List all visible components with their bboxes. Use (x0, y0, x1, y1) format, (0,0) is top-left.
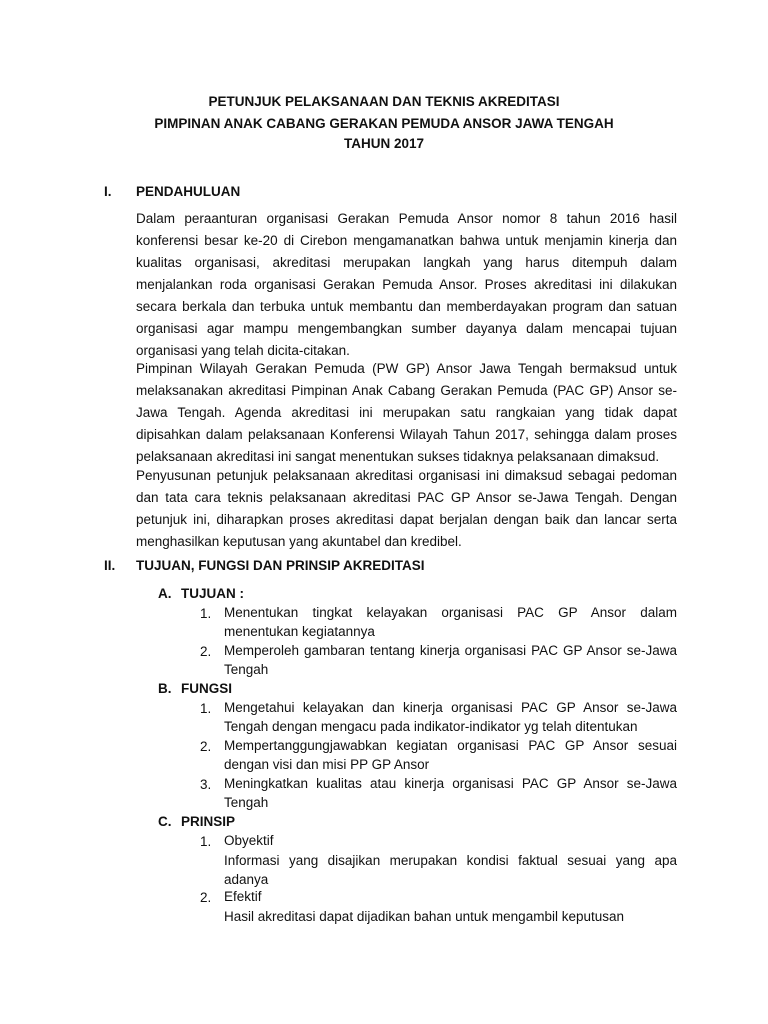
fungsi-item-3-text: Meningkatkan kualitas atau kinerja organisasi PAC GP Ansor se-Jawa Tengah (224, 776, 677, 810)
prinsip-item-2-name: Efektif (224, 889, 262, 904)
prinsip-item-2-number: 2. (200, 890, 212, 905)
doc-title-line-1: PETUNJUK PELAKSANAAN DAN TEKNIS AKREDITASI (208, 94, 560, 109)
tujuan-item-1-number: 1. (200, 606, 212, 621)
doc-title-line-3: TAHUN 2017 (343, 136, 425, 151)
prinsip-item-1-number: 1. (200, 834, 212, 849)
tujuan-item-1-text: Menentukan tingkat kelayakan organisasi PAC GP Ansor dalam menentukan kegiatannya (224, 605, 677, 639)
subsection-c-label: C. (158, 814, 172, 829)
prinsip-item-1-text: Informasi yang disajikan merupakan kondisi faktual sesuai yang apa adanya (224, 853, 677, 887)
fungsi-item-3-number: 3. (200, 777, 212, 792)
tujuan-item-2-number: 2. (200, 644, 212, 659)
subsection-a-title: TUJUAN : (181, 586, 244, 601)
section-1-number: I. (104, 184, 112, 199)
doc-title-line-2: PIMPINAN ANAK CABANG GERAKAN PEMUDA ANSOR JAWA TENGAH (154, 116, 614, 131)
section-1-paragraph-2: Pimpinan Wilayah Gerakan Pemuda (PW GP) Ansor Jawa Tengah bermaksud untuk melaksanakan akreditasi Pimpinan Anak Cabang Gerakan Pemuda (PAC GP) Ansor se-Jawa Tengah. Agenda akreditasi ini merupakan satu rangkaian yang tidak dapat dipisahkan dalam pelaksanaan Konferensi Wilayah Tahun 2017, sehingga dalam proses pelaksanaan akreditasi ini sangat menentukan sukses tidaknya pelaksanaan dimaksud. (136, 361, 677, 464)
section-1-title: PENDAHULUAN (136, 184, 241, 199)
section-2-number: II. (104, 558, 116, 573)
section-1-paragraph-1: Dalam peraanturan organisasi Gerakan Pemuda Ansor nomor 8 tahun 2016 hasil konferensi besar ke-20 di Cirebon mengamanatkan bahwa untuk menjamin kinerja dan kualitas organisasi, akreditasi merupakan langkah yang harus ditempuh dalam menjalankan roda organisasi Gerakan Pemuda Ansor. Proses akreditasi ini dilakukan secara berkala dan terbuka untuk membantu dan memberdayakan program dan satuan organisasi agar mampu mengembangkan sumber dayanya dalam mencapai tujuan organisasi yang telah dicita-citakan. (136, 211, 677, 358)
fungsi-item-1-text: Mengetahui kelayakan dan kinerja organisasi PAC GP Ansor se-Jawa Tengah dengan mengacu pada indikator-indikator yg telah ditentukan (224, 700, 677, 734)
prinsip-item-1-name: Obyektif (224, 833, 274, 848)
subsection-b-label: B. (158, 681, 172, 696)
section-2-title: TUJUAN, FUNGSI DAN PRINSIP AKREDITASI (136, 558, 425, 573)
fungsi-item-1-number: 1. (200, 701, 212, 716)
tujuan-item-2-text: Memperoleh gambaran tentang kinerja organisasi PAC GP Ansor se-Jawa Tengah (224, 643, 677, 677)
subsection-c-title: PRINSIP (181, 814, 236, 829)
prinsip-item-2-text: Hasil akreditasi dapat dijadikan bahan untuk mengambil keputusan (224, 909, 625, 924)
subsection-a-label: A. (158, 586, 172, 601)
subsection-b-title: FUNGSI (181, 681, 233, 696)
section-1-paragraph-3: Penyusunan petunjuk pelaksanaan akreditasi organisasi ini dimaksud sebagai pedoman dan tata cara teknis pelaksanaan akreditasi PAC GP Ansor se-Jawa Tengah. Dengan petunjuk ini, diharapkan proses akreditasi dapat berjalan dengan baik dan lancar serta menghasilkan keputusan yang akuntabel dan kredibel. (136, 468, 677, 549)
fungsi-item-2-number: 2. (200, 739, 212, 754)
fungsi-item-2-text: Mempertanggungjawabkan kegiatan organisasi PAC GP Ansor sesuai dengan visi dan misi PP GP Ansor (224, 738, 677, 772)
